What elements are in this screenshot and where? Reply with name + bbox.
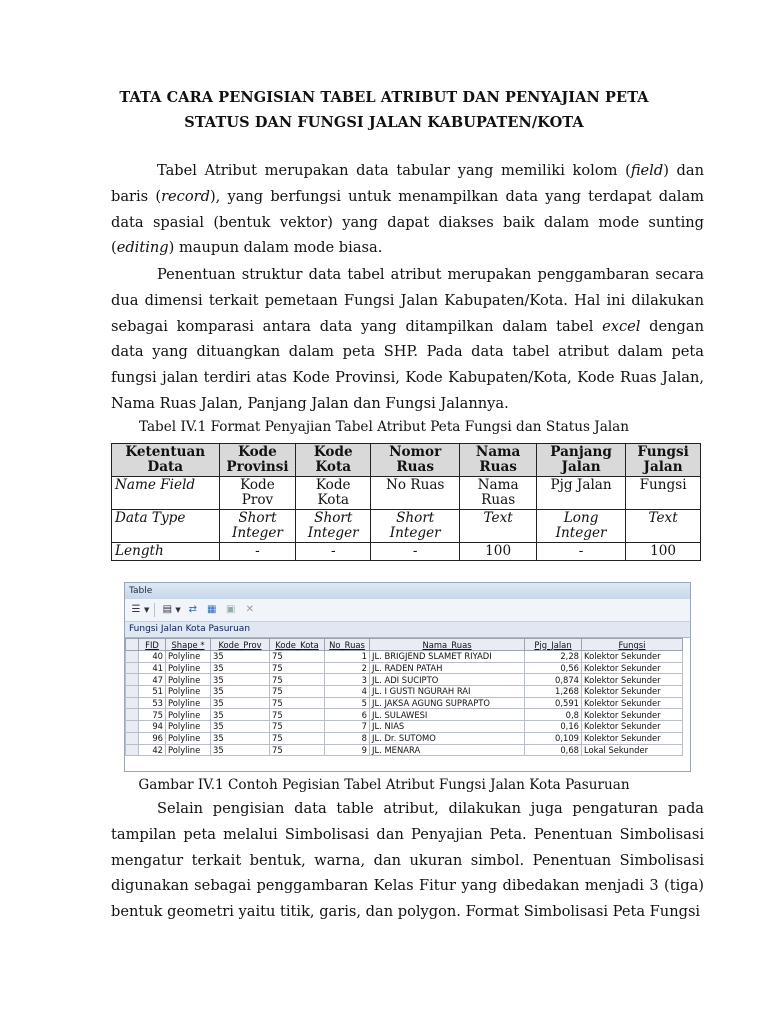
table-cell: Long Integer [537,510,626,543]
table-row[interactable] [126,732,683,744]
para1-text-1: Tabel Atribut merupakan data tabular yang memiliki kolom ( [157,162,631,179]
table-cell: Kode Prov [219,477,296,510]
grid-cell[interactable]: Kolektor Sekunder [582,697,683,709]
grid-cell[interactable]: 35 [211,651,270,663]
table-cell: 100 [460,543,537,561]
row-label: Data Type [112,510,220,543]
paragraph-3 [111,796,704,925]
grid-cell[interactable]: Polyline [166,686,211,698]
grid-cell[interactable]: 75 [270,651,325,663]
table-cell: - [537,543,626,561]
chevron-down-icon[interactable]: ▼ [175,606,181,614]
grid-cell[interactable]: Lokal Sekunder [582,744,683,756]
table-cell: Nama Ruas [460,477,537,510]
row-selector-header[interactable] [126,639,139,651]
grid-cell[interactable]: 35 [211,744,270,756]
grid-cell[interactable]: 75 [270,686,325,698]
para1-text-2: ) dan baris ( [111,162,704,205]
grid-cell[interactable]: Polyline [166,721,211,733]
paragraph-1 [111,158,704,261]
row-selector[interactable] [126,651,139,663]
table-row[interactable] [126,686,683,698]
attribute-grid [125,638,683,756]
header-cell: Fungsi Jalan [626,444,701,477]
grid-cell[interactable]: 35 [211,732,270,744]
column-header-shape[interactable]: Shape * [166,639,211,651]
grid-cell[interactable]: JL. JAKSA AGUNG SUPRAPTO [370,697,525,709]
table-cell: - [219,543,296,561]
grid-cell[interactable]: 75 [139,709,166,721]
table-cell: Text [626,510,701,543]
row-selector[interactable] [126,662,139,674]
table-row[interactable] [126,674,683,686]
table-caption: Tabel IV.1 Format Penyajian Tabel Atribut Peta Fungsi dan Status Jalan [138,419,630,435]
row-selector[interactable] [126,744,139,756]
column-header-pjg-jalan[interactable]: Pjg_Jalan [525,639,582,651]
para1-italic-field: field [630,162,664,179]
zoom-to-selected-icon[interactable]: ▣ [226,604,236,615]
format-table-header-row [112,444,701,477]
table-cell: Pjg Jalan [537,477,626,510]
grid-cell[interactable]: JL. SULAWESI [370,709,525,721]
column-header-nama-ruas[interactable]: Nama_Ruas [370,639,525,651]
switch-selection-icon[interactable]: ⇄ [188,604,197,615]
para3-text: Selain pengisian data table atribut, dilakukan juga pengaturan pada tampilan peta melalui Simbolisasi dan Penyajian Peta. Penentuan Simbolisasi mengatur terkait bentuk, warna, dan ukuran simbol. Penentuan Simbolisasi digunakan sebagai penggambaran Kelas Fitur yang dibedakan menjadi 3 (tiga) bentuk geometri yaitu titik, garis, dan polygon. Format Simbolisasi Peta Fungsi [111,800,704,921]
para2-text-2: dengan data yang dituangkan dalam peta SHP. Pada data tabel atribut dalam peta fungsi jalan terdiri atas Kode Provinsi, Kode Kabupaten/Kota, Kode Ruas Jalan, Nama Ruas Jalan, Panjang Jalan dan Fungsi Jalannya. [111,317,704,412]
grid-cell[interactable]: JL. RADEN PATAH [370,662,525,674]
row-selector[interactable] [126,697,139,709]
grid-cell[interactable]: Kolektor Sekunder [582,651,683,663]
para1-text-4: ) maupun dalam mode biasa. [168,239,383,257]
header-cell: Kode Provinsi [219,444,296,477]
grid-cell[interactable]: 75 [270,697,325,709]
table-cell: 100 [626,543,701,561]
header-cell: Nama Ruas [460,444,537,477]
grid-cell[interactable]: 1 [325,651,370,663]
layer-tab[interactable]: Fungsi Jalan Kota Pasuruan [125,622,690,638]
title-line-1: TATA CARA PENGISIAN TABEL ATRIBUT DAN PENYAJIAN PETA [119,89,649,106]
grid-cell[interactable]: JL. NIAS [370,721,525,733]
row-label: Name Field [112,477,220,510]
header-cell: Ketentuan Data [112,444,220,477]
grid-cell[interactable]: 0,8 [525,709,582,721]
toolbar-divider [154,603,155,617]
grid-cell[interactable]: 35 [211,697,270,709]
grid-cell[interactable]: Kolektor Sekunder [582,662,683,674]
table-row[interactable] [126,651,683,663]
select-by-attributes-icon[interactable]: ▤ [162,604,173,615]
grid-cell[interactable]: Kolektor Sekunder [582,732,683,744]
grid-cell[interactable]: 53 [139,697,166,709]
grid-cell[interactable]: Polyline [166,709,211,721]
grid-cell[interactable]: JL. Dr. SUTOMO [370,732,525,744]
para2-text-1: Penentuan struktur data tabel atribut merupakan penggambaran secara dua dimensi terkait pemetaan Fungsi Jalan Kabupaten/Kota. Hal ini dilakukan sebagai komparasi antara data yang ditampilkan dalam tabel [111,266,704,335]
grid-cell[interactable]: 41 [139,662,166,674]
grid-cell[interactable]: Kolektor Sekunder [582,709,683,721]
table-cell: Fungsi [626,477,701,510]
grid-cell[interactable]: Polyline [166,651,211,663]
figure-caption: Gambar IV.1 Contoh Pegisian Tabel Atribut Fungsi Jalan Kota Pasuruan [138,777,630,793]
table-row[interactable] [126,744,683,756]
format-table-row-data-type [112,510,701,543]
grid-cell[interactable]: 0,874 [525,674,582,686]
grid-cell[interactable]: 35 [211,674,270,686]
table-cell: Text [460,510,537,543]
header-cell: Kode Kota [296,444,371,477]
grid-cell[interactable]: 4 [325,686,370,698]
row-selector[interactable] [126,686,139,698]
column-header-fungsi[interactable]: Fungsi [582,639,683,651]
row-selector[interactable] [126,674,139,686]
grid-cell[interactable]: 5 [325,697,370,709]
grid-cell[interactable]: 2 [325,662,370,674]
format-table-row-name-field [112,477,701,510]
table-row[interactable] [126,697,683,709]
grid-cell[interactable]: 3 [325,674,370,686]
attribute-format-table [111,443,701,561]
paragraph-2 [111,262,704,417]
grid-cell[interactable]: 47 [139,674,166,686]
grid-cell[interactable]: Polyline [166,697,211,709]
table-options-icon[interactable]: ☰ [131,604,141,615]
grid-cell[interactable]: 7 [325,721,370,733]
para2-italic-excel: excel [602,317,641,335]
grid-cell[interactable]: 0,68 [525,744,582,756]
para1-italic-record: record [161,187,210,205]
grid-cell[interactable]: 35 [211,709,270,721]
grid-cell[interactable]: JL. BRIGJEND SLAMET RIYADI [370,651,525,663]
grid-cell[interactable]: JL. I GUSTI NGURAH RAI [370,686,525,698]
table-window-title: Table [125,583,690,599]
row-selector[interactable] [126,709,139,721]
chevron-down-icon[interactable]: ▼ [144,606,150,614]
table-cell: - [296,543,371,561]
row-selector[interactable] [126,732,139,744]
grid-body [126,651,683,756]
grid-cell[interactable]: 2,28 [525,651,582,663]
column-header-fid[interactable]: FID [139,639,166,651]
grid-cell[interactable]: 75 [270,709,325,721]
grid-cell[interactable]: 0,109 [525,732,582,744]
clear-selection-icon[interactable]: ▦ [207,604,217,615]
grid-cell[interactable]: 6 [325,709,370,721]
table-cell: - [371,543,460,561]
header-cell: Nomor Ruas [371,444,460,477]
format-table-row-length [112,543,701,561]
grid-cell[interactable]: 35 [211,662,270,674]
grid-cell[interactable]: 0,16 [525,721,582,733]
table-cell: Short Integer [296,510,371,543]
table-row[interactable] [126,709,683,721]
grid-cell[interactable]: JL. ADI SUCIPTO [370,674,525,686]
grid-cell[interactable]: 75 [270,732,325,744]
attribute-table-screenshot [124,582,691,772]
grid-cell[interactable]: 42 [139,744,166,756]
grid-cell[interactable]: Kolektor Sekunder [582,686,683,698]
grid-header-row [126,639,683,651]
grid-cell[interactable]: Kolektor Sekunder [582,674,683,686]
delete-selected-icon[interactable]: ✕ [245,604,254,615]
column-header-kode-prov[interactable]: Kode_Prov [211,639,270,651]
table-cell: No Ruas [371,477,460,510]
para1-italic-editing: editing [116,239,169,257]
grid-cell[interactable]: 75 [270,674,325,686]
grid-cell[interactable]: 75 [270,744,325,756]
grid-cell[interactable]: 8 [325,732,370,744]
grid-cell[interactable]: 51 [139,686,166,698]
grid-cell[interactable]: JL. MENARA [370,744,525,756]
grid-cell[interactable]: Polyline [166,674,211,686]
grid-cell[interactable]: 75 [270,721,325,733]
grid-cell[interactable]: 75 [270,662,325,674]
grid-cell[interactable]: 35 [211,686,270,698]
grid-cell[interactable]: 96 [139,732,166,744]
grid-cell[interactable]: 94 [139,721,166,733]
table-toolbar [125,599,690,622]
table-cell: Kode Kota [296,477,371,510]
column-header-no-ruas[interactable]: No_Ruas [325,639,370,651]
grid-cell[interactable]: 9 [325,744,370,756]
para1-text-3: ), yang berfungsi untuk menampilkan data yang terdapat dalam data spasial (bentuk vektor) yang dapat diakses baik dalam mode sunting ( [111,187,704,257]
grid-cell[interactable]: Polyline [166,744,211,756]
grid-cell[interactable]: 1,268 [525,686,582,698]
table-row[interactable] [126,662,683,674]
table-cell: Short Integer [219,510,296,543]
grid-cell[interactable]: Polyline [166,662,211,674]
grid-cell[interactable]: Kolektor Sekunder [582,721,683,733]
column-header-kode-kota[interactable]: Kode_Kota [270,639,325,651]
grid-cell[interactable]: 40 [139,651,166,663]
row-label: Length [112,543,220,561]
table-row[interactable] [126,721,683,733]
table-cell: Short Integer [371,510,460,543]
header-cell: Panjang Jalan [537,444,626,477]
grid-cell[interactable]: Polyline [166,732,211,744]
grid-cell[interactable]: 0,591 [525,697,582,709]
grid-cell[interactable]: 35 [211,721,270,733]
grid-cell[interactable]: 0,56 [525,662,582,674]
title-line-2: STATUS DAN FUNGSI JALAN KABUPATEN/KOTA [184,114,584,131]
row-selector[interactable] [126,721,139,733]
